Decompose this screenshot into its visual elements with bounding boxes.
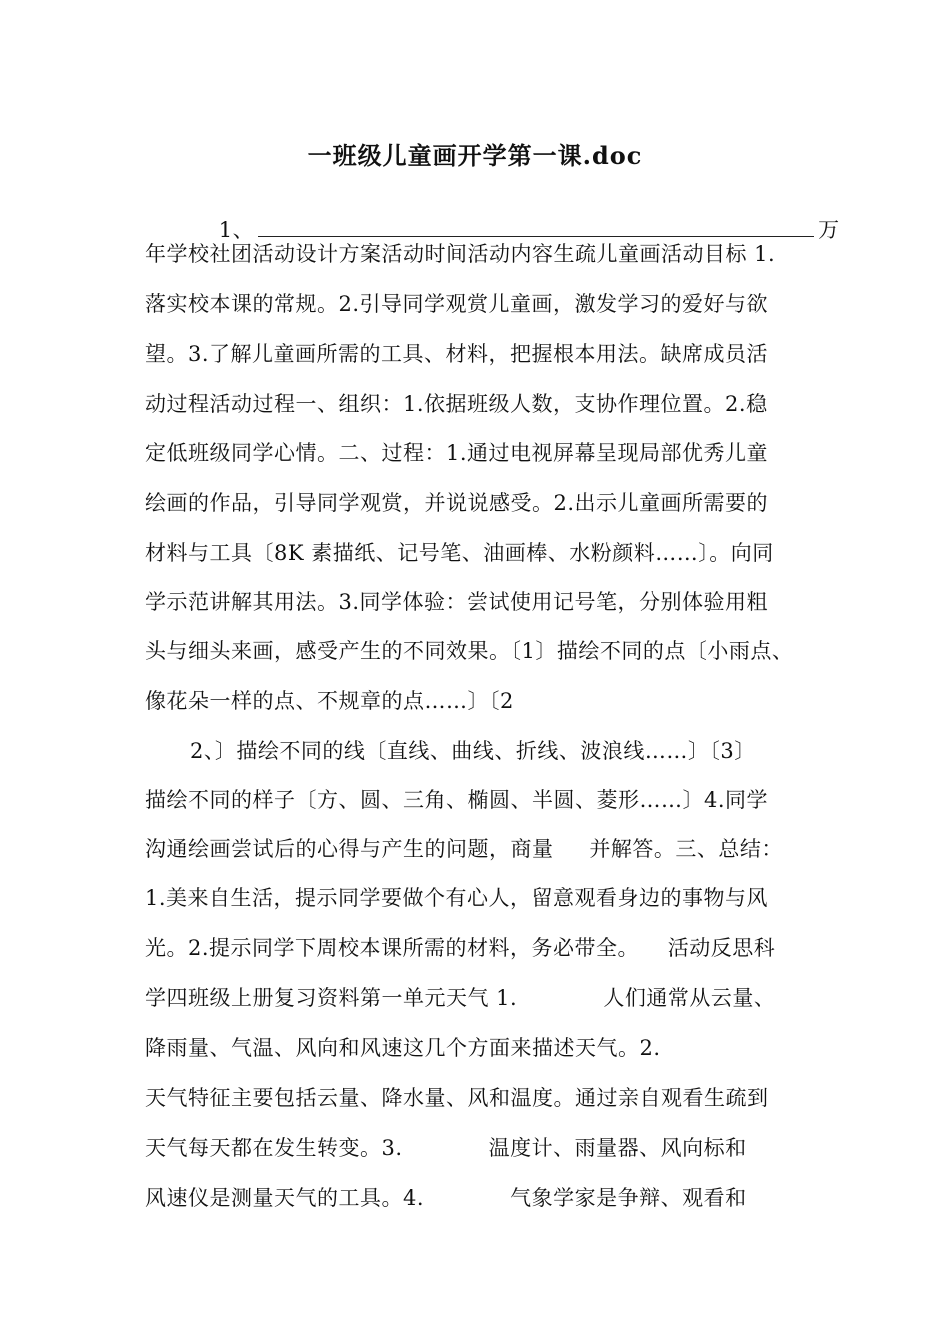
- text-line: 沟通绘画尝试后的心得与产生的问题，商量 并解答。三、总结：: [145, 837, 783, 861]
- text-line: 落实校本课的常规。2.引导同学观赏儿童画，激发学习的爱好与欲: [145, 292, 769, 316]
- text-line: 头与细头来画，感受产生的不同效果。〔1〕描绘不同的点〔小雨点、: [145, 639, 794, 663]
- text-line: 描绘不同的样子〔方、圆、三角、椭圆、半圆、菱形……〕4.同学: [145, 788, 769, 812]
- text-line: 风速仪是测量天气的工具。4. 气象学家是争辩、观看和: [145, 1186, 747, 1210]
- text-line: 学四班级上册复习资料第一单元天气 1. 人们通常从云量、: [145, 986, 776, 1010]
- text-line: 望。3.了解儿童画所需的工具、材料，把握根本用法。缺席成员活: [145, 342, 769, 366]
- text-line: 光。2.提示同学下周校本课所需的材料，务必带全。 活动反思科: [145, 936, 776, 960]
- blank-underline: [258, 216, 814, 237]
- text-line: 天气每天都在发生转变。3. 温度计、雨量器、风向标和: [145, 1136, 747, 1160]
- text-line: 像花朵一样的点、不规章的点……〕〔2: [145, 689, 514, 713]
- text-line: 动过程活动过程一、组织：1.依据班级人数，支协作理位置。2.稳: [145, 392, 768, 416]
- first-line-number: 1、: [218, 218, 255, 242]
- text-line: 定低班级同学心情。二、过程：1.通过电视屏幕呈现局部优秀儿童: [145, 441, 769, 465]
- text-line: 降雨量、气温、风向和风速这几个方面来描述天气。2.: [145, 1036, 661, 1060]
- text-line: 2、〕描绘不同的线〔直线、曲线、折线、波浪线……〕〔3〕: [190, 739, 756, 763]
- text-line: 材料与工具〔8K 素描纸、记号笔、油画棒、水粉颜料……〕。向同: [145, 541, 774, 565]
- document-title: 一班级儿童画开学第一课.doc: [307, 141, 643, 170]
- first-line-end: 万: [818, 218, 840, 242]
- text-line: 学示范讲解其用法。3.同学体验：尝试使用记号笔，分别体验用粗: [145, 590, 769, 614]
- text-line: 天气特征主要包括云量、降水量、风和温度。通过亲自观看生疏到: [145, 1086, 769, 1110]
- text-line: 绘画的作品，引导同学观赏，并说说感受。2.出示儿童画所需要的: [145, 491, 769, 515]
- text-line: 年学校社团活动设计方案活动时间活动内容生疏儿童画活动目标 1.: [145, 242, 776, 266]
- text-line: 1.美来自生活，提示同学要做个有心人，留意观看身边的事物与风: [145, 886, 769, 910]
